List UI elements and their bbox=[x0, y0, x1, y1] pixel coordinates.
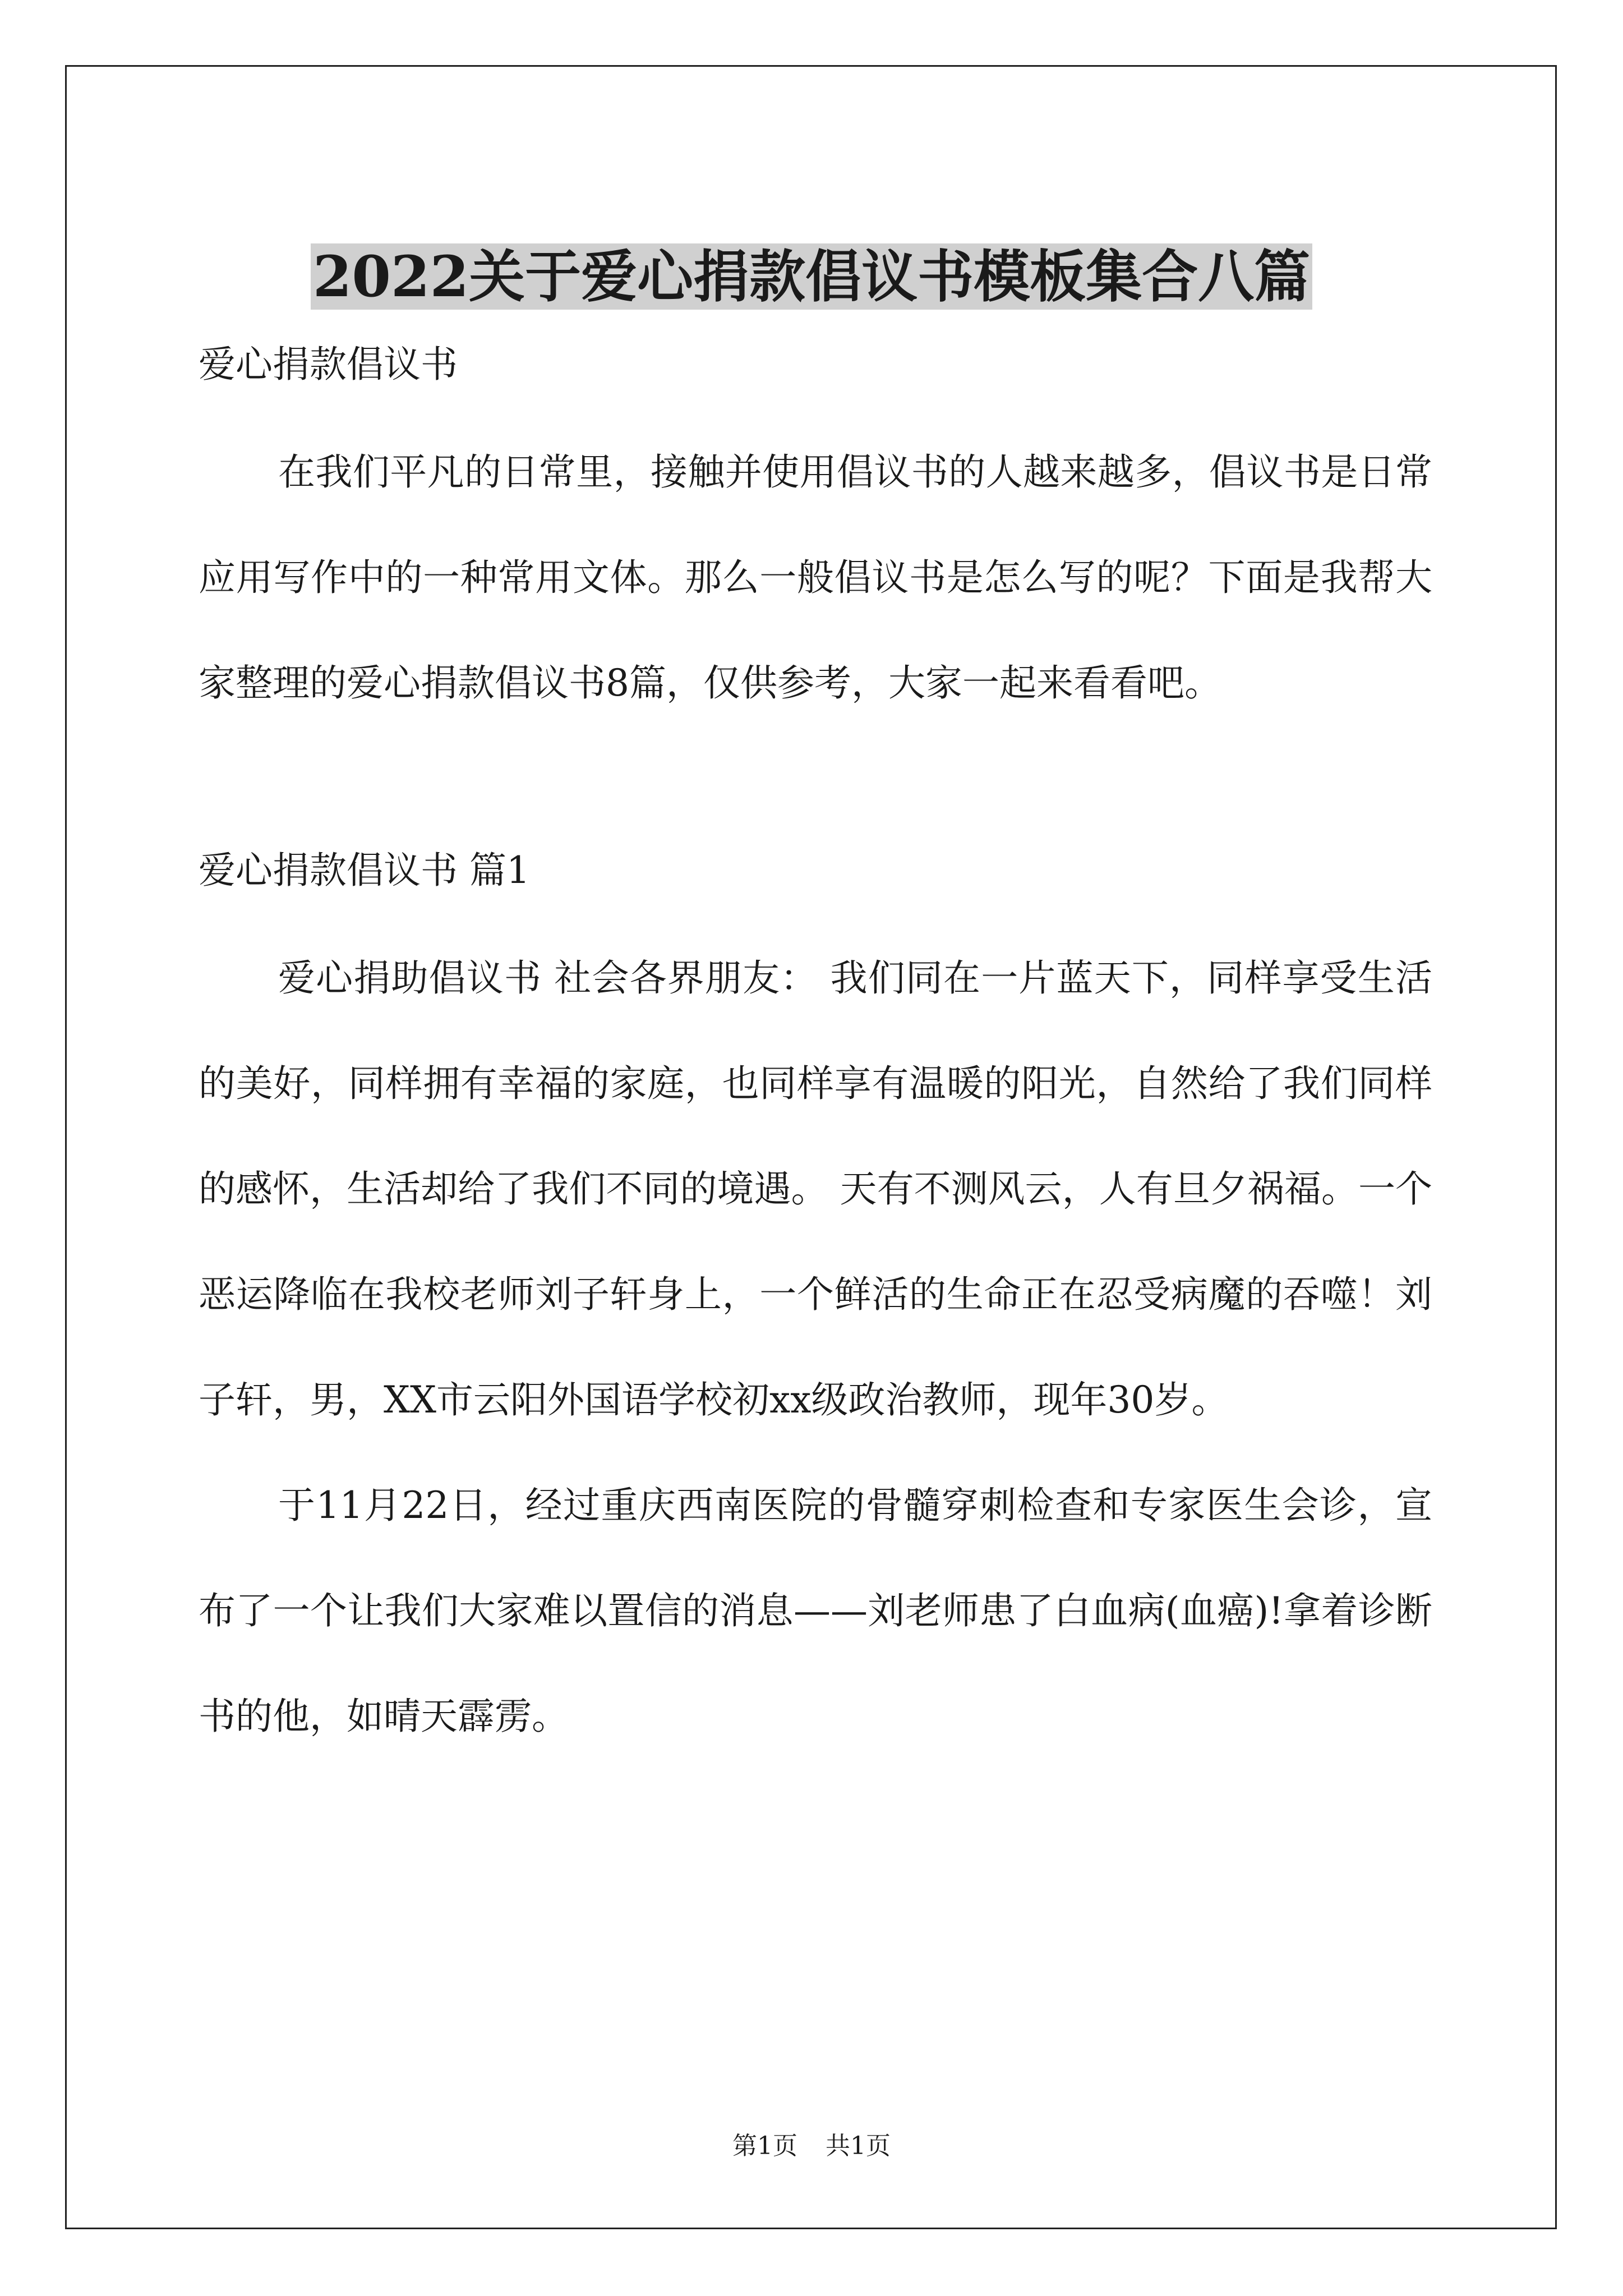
part-1-paragraph-1: 爱心捐助倡议书 社会各界朋友： 我们同在一片蓝天下，同样享受生活的美好，同样拥有幸福的家庭，也同样享有温暖的阳光，自然给了我们同样的感怀，生活却给了我们不同的境遇。 天有不测风云，人有旦夕祸福。一个恶运降临在我校老师刘子轩身上，一个鲜活的生命正在忍受病魔的吞噬！刘子轩，男，XX市云阳外国语学校初xx级政治教师，现年30岁。 bbox=[199, 956, 1432, 1421]
intro-paragraph: 在我们平凡的日常里，接触并使用倡议书的人越来越多，倡议书是日常应用写作中的一种常用文体。那么一般倡议书是怎么写的呢？下面是我帮大家整理的爱心捐款倡议书8篇，仅供参考，大家一起来看看吧。 bbox=[199, 450, 1432, 705]
page-number-total: 共1页 bbox=[826, 2132, 891, 2160]
document-body bbox=[199, 337, 1432, 1769]
section-heading-part-1: 爱心捐款倡议书 篇1 bbox=[199, 849, 530, 892]
page-number-current: 第1页 bbox=[732, 2132, 797, 2160]
part-1-paragraph-2: 于11月22日，经过重庆西南医院的骨髓穿刺检查和专家医生会诊，宣布了一个让我们大家难以置信的消息——刘老师患了白血病(血癌)!拿着诊断书的他，如晴天霹雳。 bbox=[199, 1484, 1432, 1738]
section-heading-intro: 爱心捐款倡议书 bbox=[199, 343, 458, 386]
document-title bbox=[0, 237, 1623, 316]
page-footer bbox=[0, 2129, 1623, 2163]
document-title-text: 2022关于爱心捐款倡议书模板集合八篇 bbox=[311, 243, 1312, 310]
